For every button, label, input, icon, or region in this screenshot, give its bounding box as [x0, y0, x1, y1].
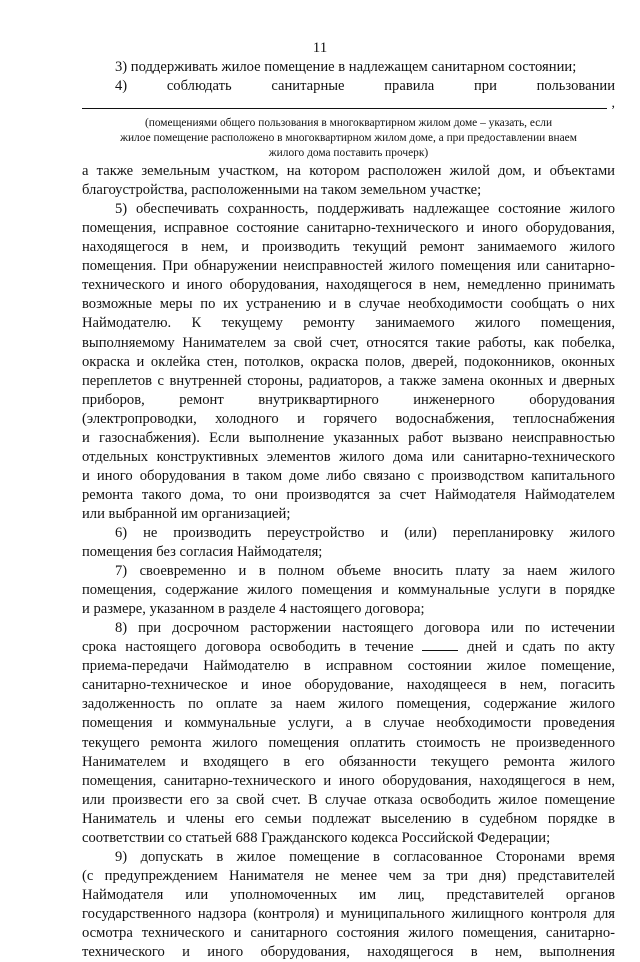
- paragraph-line: помещения, санитарно-технического и иного оборудования, находящегося в нем,: [82, 772, 615, 789]
- paragraph-line: Нанимателем и входящего в его обязанности текущего ремонта жилого: [82, 753, 615, 770]
- paragraph-line: и размере, указанном в разделе 4 настоящего договора;: [82, 601, 425, 618]
- text-fragment: дней и сдать по акту: [467, 639, 615, 656]
- paragraph-line: задолженность по оплате за наем жилого помещения, содержание жилого: [82, 696, 615, 713]
- footnote-line: (помещениями общего пользования в многоквартирном жилом доме – указать, если: [144, 117, 553, 130]
- paragraph-line: помещения, исправное состояние санитарно-технического и иного оборудования,: [82, 220, 615, 237]
- paragraph-line: приема-передачи Наймодателю в исправном состоянии жилое помещение,: [82, 658, 615, 675]
- footnote-line: жилого дома поставить прочерк): [268, 147, 429, 160]
- footnote-instruction: [82, 116, 615, 161]
- page-number: 11: [312, 40, 328, 56]
- paragraph-line: приборов, ремонт внутриквартирного инженерного оборудования: [82, 391, 615, 408]
- fill-in-blank-line: [82, 96, 615, 115]
- paragraph-line: 8) при досрочном расторжении настоящего договора или по истечении: [115, 620, 615, 637]
- paragraph-line: благоустройства, расположенными на таком земельном участке;: [82, 182, 482, 199]
- paragraph-line: государственного надзора (контроля) и муниципального жилищного контроля для: [82, 905, 615, 922]
- blank-rule: [82, 108, 607, 109]
- paragraph-line: переплетов с внутренней стороны, радиаторов, а также замена оконных и дверных: [82, 372, 615, 389]
- paragraph-line: Наймодателю. К текущему ремонту занимаемого жилого помещения,: [82, 315, 615, 332]
- word: санитарные: [271, 78, 345, 95]
- paragraph-line: и иного оборудования в таком доме либо связано с производством капитального: [82, 467, 615, 484]
- text-fragment: срока настоящего договора освободить в течение: [82, 639, 414, 656]
- footnote-line: жилое помещение расположено в многоквартирном жилом доме, а при предоставлении внаем: [120, 132, 577, 145]
- paragraph-line: окраска и оклейка стен, потолков, окраска полов, дверей, подоконников, оконных: [82, 353, 615, 370]
- trailing-comma: ,: [611, 96, 615, 112]
- paragraph-line: 9) допускать в жилое помещение в согласованное Сторонами время: [115, 848, 615, 865]
- paragraph-line: 5) обеспечивать сохранность, поддерживать надлежащее состояние жилого: [115, 201, 615, 218]
- paragraph-line-with-blank: [82, 638, 615, 657]
- paragraph-line: а также земельным участком, на котором расположен жилой дом, и объектами: [82, 163, 615, 180]
- paragraph-line: Наймодателя или уполномоченных им лиц, представителей органов: [82, 886, 615, 903]
- paragraph-line: помещения и коммунальные услуги, а в случае необходимости проведения: [82, 715, 615, 732]
- paragraph-line: текущего ремонта жилого помещения оплатить стоимость не произведенного: [82, 734, 615, 751]
- paragraph-line: соответствии со статьей 688 Гражданского кодекса Российской Федерации;: [82, 829, 551, 846]
- paragraph-line-item4: [82, 77, 615, 96]
- paragraph-line: отдельных конструктивных элементов жилого дома или санитарно-технического: [82, 448, 615, 465]
- paragraph-line: выполняемому Нанимателем за свой счет, относятся такие работы, как побелка,: [82, 334, 615, 351]
- paragraph-line: помещения без согласия Наймодателя;: [82, 544, 323, 561]
- paragraph-line: технического и иного оборудования, находящегося в нем, немедленно принимать: [82, 277, 615, 294]
- paragraph-line: и газоснабжения). Если выполнение указанных работ вызвано неисправностью: [82, 429, 615, 446]
- paragraph-line: осмотра технического и санитарного состояния жилого помещения, санитарно-: [82, 924, 615, 941]
- document-body: [82, 58, 615, 962]
- paragraph-line: 7) своевременно и в полном объеме вносить плату за наем жилого: [115, 563, 615, 580]
- word: пользовании: [536, 78, 615, 95]
- paragraph-line: Наниматель и члены его семьи подлежат выселению в судебном порядке в: [82, 810, 615, 827]
- paragraph-line: находящегося в нем, и производить текущий ремонт занимаемого жилого: [82, 239, 615, 256]
- paragraph-line: (электропроводки, холодного и горячего водоснабжения, теплоснабжения: [82, 410, 615, 427]
- paragraph-line: санитарно-техническое и иное оборудование, находящееся в нем, погасить: [82, 677, 615, 694]
- paragraph-line: помещения, содержание жилого помещения и коммунальные услуги в порядке: [82, 582, 615, 599]
- word: правила: [384, 78, 435, 95]
- paragraph-line: ремонта такого дома, то они производятся за счет Наймодателя Наймодателем: [82, 486, 615, 503]
- word: 4) соблюдать: [115, 78, 232, 95]
- paragraph-line: возможные меры по их устранению и в случае необходимости сообщать о них: [82, 296, 615, 313]
- days-blank: [422, 638, 458, 651]
- paragraph-line: технического и иного оборудования, находящегося в нем, выполнения: [82, 944, 615, 961]
- word: при: [473, 78, 497, 95]
- paragraph-line: или произвести его за свой счет. В случае отказа освободить жилое помещение: [82, 791, 615, 808]
- paragraph-line: или выбранной им организацией;: [82, 505, 291, 522]
- paragraph-line: 3) поддерживать жилое помещение в надлежащем санитарном состоянии;: [115, 59, 577, 75]
- paragraph-line: помещения. При обнаружении неисправностей жилого помещения или санитарно-: [82, 258, 615, 275]
- paragraph-line: (с предупреждением Нанимателя не менее чем за три дня) представителей: [82, 867, 615, 884]
- paragraph-line: 6) не производить переустройство и (или) перепланировку жилого: [115, 524, 615, 541]
